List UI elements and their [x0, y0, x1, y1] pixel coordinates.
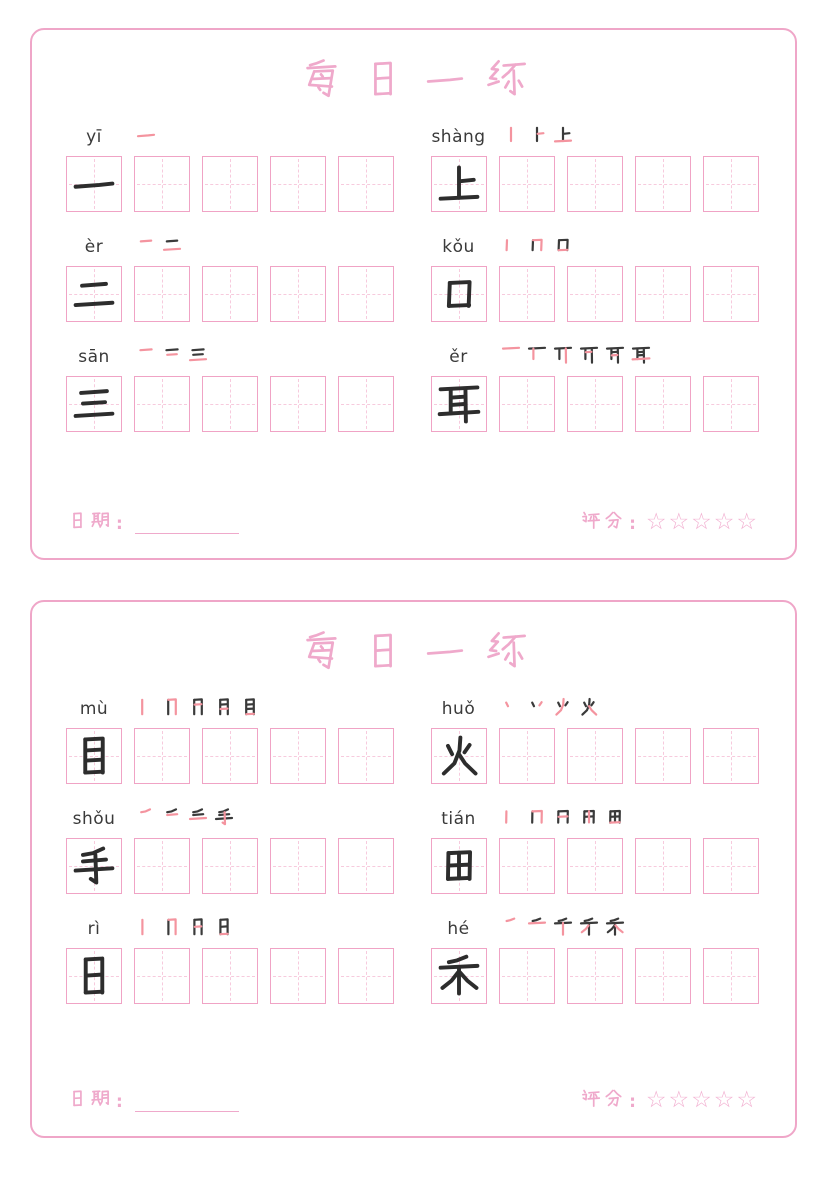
pinyin-label: tián — [441, 809, 476, 829]
score-field — [581, 1088, 759, 1112]
stroke-order-sequence — [136, 235, 182, 259]
empty-practice-box[interactable] — [567, 266, 623, 322]
stroke-order-sequence — [136, 125, 156, 149]
date-field — [68, 511, 239, 534]
practice-boxes — [431, 156, 762, 212]
stroke-step-2 — [527, 807, 547, 831]
stroke-step-3 — [553, 125, 573, 149]
group-header — [66, 694, 397, 724]
group-header — [66, 122, 397, 152]
practice-group-火 — [431, 694, 762, 784]
pinyin-label: ěr — [449, 347, 468, 367]
practice-boxes — [66, 376, 397, 432]
practice-group-一 — [66, 122, 397, 212]
empty-practice-box[interactable] — [338, 728, 394, 784]
empty-practice-box[interactable] — [202, 838, 258, 894]
practice-boxes — [66, 728, 397, 784]
stroke-order-sequence — [136, 917, 234, 941]
group-header — [431, 232, 762, 262]
score-label — [581, 1089, 623, 1112]
stroke-step-3 — [553, 235, 573, 259]
character-example-box — [66, 948, 122, 1004]
empty-practice-box[interactable] — [567, 948, 623, 1004]
hanzi-glyph-一 — [424, 630, 466, 676]
stroke-step-2 — [527, 697, 547, 721]
practice-boxes — [66, 156, 397, 212]
practice-group-日 — [66, 914, 397, 1004]
practice-boxes — [66, 838, 397, 894]
card-footer — [66, 1088, 761, 1114]
practice-boxes — [431, 948, 762, 1004]
practice-boxes — [431, 266, 762, 322]
score-colon: : — [629, 514, 636, 534]
stroke-step-5 — [240, 697, 260, 721]
stroke-step-4 — [214, 697, 234, 721]
character-example-box — [431, 728, 487, 784]
stroke-step-4 — [214, 917, 234, 941]
stroke-step-1 — [501, 917, 521, 941]
character-example-box — [431, 266, 487, 322]
stroke-order-sequence — [136, 697, 260, 721]
stroke-step-3 — [553, 697, 573, 721]
group-header — [431, 914, 762, 944]
stroke-step-3 — [553, 807, 573, 831]
practice-card-1 — [30, 28, 797, 560]
stroke-step-2 — [527, 917, 547, 941]
pinyin-label: yī — [86, 127, 102, 147]
worksheet-page — [0, 28, 827, 1138]
stroke-order-sequence — [501, 235, 573, 259]
empty-practice-box[interactable] — [338, 156, 394, 212]
character-example-box — [431, 156, 487, 212]
practice-card-2 — [30, 600, 797, 1138]
group-header — [66, 342, 397, 372]
stroke-step-1 — [136, 235, 156, 259]
stroke-step-3 — [188, 345, 208, 369]
empty-practice-box[interactable] — [635, 728, 691, 784]
empty-practice-box[interactable] — [567, 838, 623, 894]
stroke-order-sequence — [501, 125, 573, 149]
empty-practice-box[interactable] — [567, 156, 623, 212]
empty-practice-box[interactable] — [134, 838, 190, 894]
group-header — [431, 804, 762, 834]
empty-practice-box[interactable] — [270, 266, 326, 322]
empty-practice-box[interactable] — [270, 376, 326, 432]
hanzi-glyph-日 — [68, 511, 87, 534]
stroke-step-2 — [527, 235, 547, 259]
character-example-box — [431, 838, 487, 894]
empty-practice-box[interactable] — [635, 948, 691, 1004]
hanzi-glyph-评 — [581, 1089, 600, 1112]
pinyin-label: mù — [79, 699, 109, 719]
stroke-order-sequence — [501, 697, 599, 721]
pinyin-label: hé — [447, 919, 470, 939]
empty-practice-box[interactable] — [134, 948, 190, 1004]
stroke-step-3 — [188, 807, 208, 831]
stroke-step-2 — [162, 345, 182, 369]
empty-practice-box[interactable] — [635, 156, 691, 212]
empty-practice-box[interactable] — [134, 266, 190, 322]
date-field — [68, 1089, 239, 1112]
character-example-box — [66, 156, 122, 212]
stroke-step-1 — [501, 697, 521, 721]
practice-group-禾 — [431, 914, 762, 1004]
character-example-box — [66, 728, 122, 784]
stroke-step-2 — [162, 807, 182, 831]
empty-practice-box[interactable] — [270, 156, 326, 212]
stroke-step-4 — [579, 807, 599, 831]
date-label — [68, 511, 110, 534]
score-label — [581, 511, 623, 534]
character-example-box — [431, 376, 487, 432]
hanzi-glyph-日 — [68, 1089, 87, 1112]
stroke-step-2 — [527, 345, 547, 369]
practice-boxes — [66, 948, 397, 1004]
stroke-step-4 — [579, 917, 599, 941]
hanzi-glyph-期 — [91, 511, 110, 534]
group-header — [431, 122, 762, 152]
date-colon: : — [116, 514, 123, 534]
empty-practice-box[interactable] — [202, 948, 258, 1004]
stroke-step-5 — [605, 345, 625, 369]
group-header — [431, 342, 762, 372]
pinyin-label: shǒu — [72, 809, 116, 829]
stroke-step-4 — [579, 345, 599, 369]
stroke-step-1 — [501, 807, 521, 831]
practice-group-口 — [431, 232, 762, 322]
worksheet-title — [300, 58, 528, 104]
score-colon: : — [629, 1092, 636, 1112]
hanzi-glyph-每 — [300, 630, 342, 676]
stroke-order-sequence — [136, 807, 234, 831]
empty-practice-box[interactable] — [703, 266, 759, 322]
practice-group-田 — [431, 804, 762, 894]
stroke-step-5 — [605, 917, 625, 941]
character-example-box — [431, 948, 487, 1004]
stroke-step-5 — [605, 807, 625, 831]
stroke-step-3 — [188, 917, 208, 941]
empty-practice-box[interactable] — [202, 376, 258, 432]
hanzi-glyph-练 — [486, 630, 528, 676]
hanzi-glyph-一 — [424, 58, 466, 104]
empty-practice-box[interactable] — [703, 948, 759, 1004]
stroke-step-3 — [553, 917, 573, 941]
stroke-order-sequence — [501, 345, 651, 369]
stroke-step-3 — [553, 345, 573, 369]
practice-boxes — [66, 266, 397, 322]
empty-practice-box[interactable] — [338, 838, 394, 894]
empty-practice-box[interactable] — [703, 728, 759, 784]
practice-group-耳 — [431, 342, 762, 432]
practice-boxes — [431, 838, 762, 894]
stroke-step-2 — [162, 917, 182, 941]
stroke-step-2 — [527, 125, 547, 149]
empty-practice-box[interactable] — [499, 948, 555, 1004]
date-colon: : — [116, 1092, 123, 1112]
stroke-order-sequence — [501, 807, 625, 831]
stroke-step-4 — [214, 807, 234, 831]
group-header — [431, 694, 762, 724]
star-rating[interactable]: ☆☆☆☆☆ — [645, 509, 759, 535]
pinyin-label: shàng — [431, 127, 486, 147]
stroke-step-1 — [136, 125, 156, 149]
score-field — [581, 510, 759, 534]
stroke-step-1 — [501, 125, 521, 149]
practice-group-手 — [66, 804, 397, 894]
empty-practice-box[interactable] — [270, 838, 326, 894]
empty-practice-box[interactable] — [703, 376, 759, 432]
hanzi-glyph-分 — [604, 1089, 623, 1112]
empty-practice-box[interactable] — [134, 376, 190, 432]
hanzi-glyph-分 — [604, 511, 623, 534]
hanzi-glyph-每 — [300, 58, 342, 104]
character-example-box — [66, 266, 122, 322]
empty-practice-box[interactable] — [134, 156, 190, 212]
stroke-step-1 — [136, 697, 156, 721]
empty-practice-box[interactable] — [703, 156, 759, 212]
group-header — [66, 914, 397, 944]
empty-practice-box[interactable] — [567, 728, 623, 784]
stroke-step-1 — [501, 345, 521, 369]
date-input-line[interactable] — [135, 1092, 239, 1112]
practice-group-目 — [66, 694, 397, 784]
practice-group-上 — [431, 122, 762, 212]
practice-rows — [66, 122, 761, 452]
empty-practice-box[interactable] — [338, 376, 394, 432]
empty-practice-box[interactable] — [499, 266, 555, 322]
empty-practice-box[interactable] — [499, 728, 555, 784]
star-rating[interactable]: ☆☆☆☆☆ — [645, 1087, 759, 1113]
empty-practice-box[interactable] — [270, 728, 326, 784]
character-example-box — [66, 838, 122, 894]
stroke-step-2 — [162, 697, 182, 721]
empty-practice-box[interactable] — [499, 838, 555, 894]
practice-group-二 — [66, 232, 397, 322]
empty-practice-box[interactable] — [338, 266, 394, 322]
empty-practice-box[interactable] — [635, 376, 691, 432]
empty-practice-box[interactable] — [202, 728, 258, 784]
stroke-step-6 — [631, 345, 651, 369]
card-footer — [66, 510, 761, 536]
stroke-step-1 — [136, 807, 156, 831]
pinyin-label: sān — [78, 347, 110, 367]
stroke-step-1 — [501, 235, 521, 259]
empty-practice-box[interactable] — [202, 156, 258, 212]
stroke-step-3 — [188, 697, 208, 721]
practice-group-三 — [66, 342, 397, 432]
pinyin-label: èr — [84, 237, 104, 257]
date-input-line[interactable] — [135, 514, 239, 534]
hanzi-glyph-练 — [486, 58, 528, 104]
group-header — [66, 804, 397, 834]
practice-boxes — [431, 376, 762, 432]
empty-practice-box[interactable] — [499, 156, 555, 212]
empty-practice-box[interactable] — [202, 266, 258, 322]
empty-practice-box[interactable] — [134, 728, 190, 784]
stroke-order-sequence — [501, 917, 625, 941]
practice-rows — [66, 694, 761, 1024]
stroke-order-sequence — [136, 345, 208, 369]
stroke-step-2 — [162, 235, 182, 259]
empty-practice-box[interactable] — [635, 266, 691, 322]
group-header — [66, 232, 397, 262]
empty-practice-box[interactable] — [703, 838, 759, 894]
hanzi-glyph-期 — [91, 1089, 110, 1112]
stroke-step-1 — [136, 345, 156, 369]
empty-practice-box[interactable] — [567, 376, 623, 432]
empty-practice-box[interactable] — [499, 376, 555, 432]
hanzi-glyph-评 — [581, 511, 600, 534]
pinyin-label: huǒ — [441, 699, 476, 719]
stroke-step-1 — [136, 917, 156, 941]
practice-boxes — [431, 728, 762, 784]
pinyin-label: kǒu — [442, 237, 475, 257]
worksheet-title — [300, 630, 528, 676]
hanzi-glyph-日 — [362, 630, 404, 676]
character-example-box — [66, 376, 122, 432]
hanzi-glyph-日 — [362, 58, 404, 104]
empty-practice-box[interactable] — [338, 948, 394, 1004]
date-label — [68, 1089, 110, 1112]
stroke-step-4 — [579, 697, 599, 721]
empty-practice-box[interactable] — [635, 838, 691, 894]
pinyin-label: rì — [87, 919, 101, 939]
empty-practice-box[interactable] — [270, 948, 326, 1004]
